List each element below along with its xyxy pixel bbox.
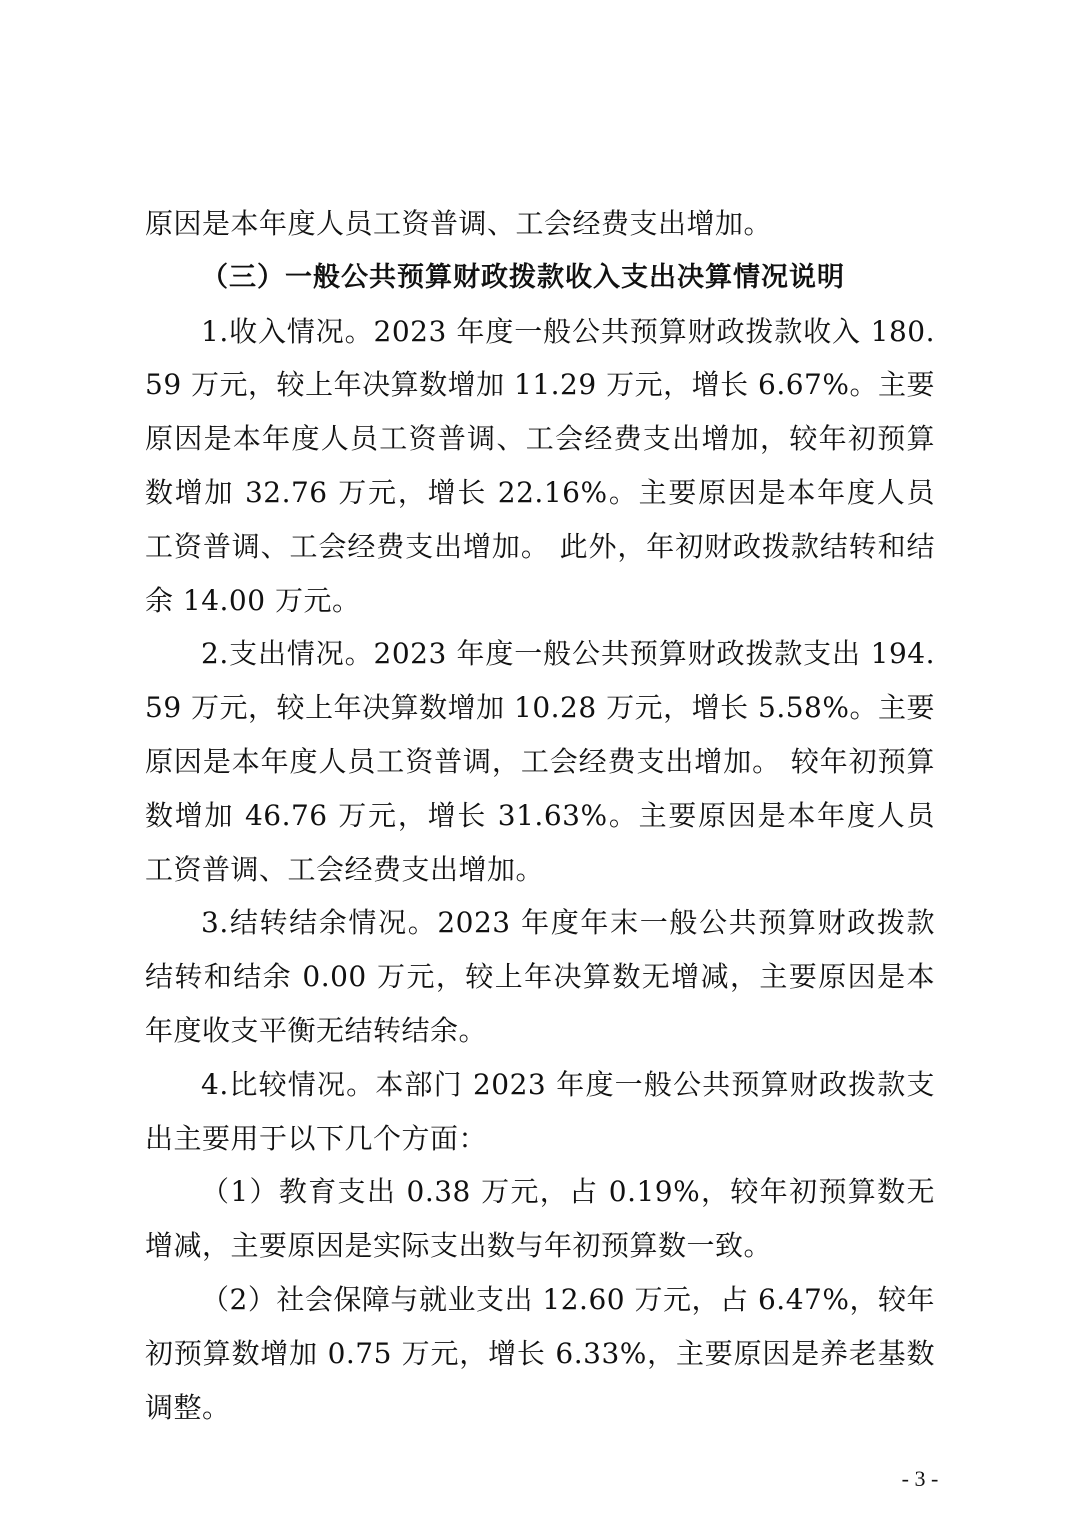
page-number: - 3 - — [901, 1466, 939, 1491]
section-heading: （三）一般公共预算财政拨款收入支出决算情况说明 — [201, 261, 845, 293]
paragraph-education: （1）教育支出 0.38 万元，占 0.19%，较年初预算数无增减，主要原因是实际支出数与年初预算数一致。 — [145, 1175, 935, 1263]
paragraph-continuation: 原因是本年度人员工资普调、工会经费支出增加。 — [145, 207, 773, 240]
paragraph-comparison: 4.比较情况。本部门 2023 年度一般公共预算财政拨款支出主要用于以下几个方面： — [145, 1067, 935, 1155]
paragraph-expenditure: 2.支出情况。2023 年度一般公共预算财政拨款支出 194.59 万元，较上年决算数增加 10.28 万元，增长 5.58%。主要原因是本年度人员工资普调，工会经费支出增加。 较年初预算数增加 46.76 万元，增长 31.63%。主要原因是本年度人员工资普调、工会经费支出增加。 — [145, 637, 935, 886]
paragraph-carryover: 3.结转结余情况。2023 年度年末一般公共预算财政拨款结转和结余 0.00 万元，较上年决算数无增减，主要原因是本年度收支平衡无结转结余。 — [145, 906, 935, 1047]
paragraph-social-security: （2）社会保障与就业支出 12.60 万元，占 6.47%，较年初预算数增加 0.75 万元，增长 6.33%，主要原因是养老基数调整。 — [145, 1282, 935, 1424]
document-body — [145, 197, 935, 1434]
paragraph-income: 1.收入情况。2023 年度一般公共预算财政拨款收入 180.59 万元，较上年决算数增加 11.29 万元，增长 6.67%。主要原因是本年度人员工资普调、工会经费支出增加，较年初预算数增加 32.76 万元，增长 22.16%。主要原因是本年度人员工资普调、工会经费支出增加。 此外，年初财政拨款结转和结余 14.00 万元。 — [145, 314, 935, 617]
